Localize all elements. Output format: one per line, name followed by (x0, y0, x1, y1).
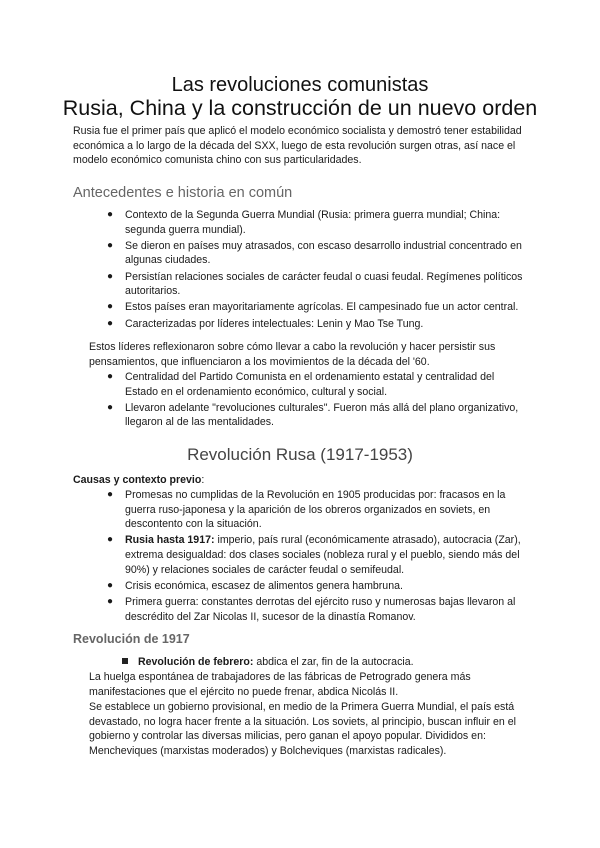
febrero-item (138, 655, 528, 670)
leaders-paragraph: Estos líderes reflexionaron sobre cómo llevar a cabo la revolución y hacer persistir sus pensamientos, que influenciaron a los movimientos de la década del '60. (89, 341, 496, 368)
list-item (107, 595, 530, 624)
bullet-icon: ● (107, 579, 114, 591)
list-item-text: Promesas no cumplidas de la Revolución en 1905 producidas por: fracasos en la guerra ruso-japonesa y la aparición de los obreros organizados en soviets, en descontento con la situación. (125, 489, 506, 531)
list-item-text: imperio, país rural (económicamente atrasado), autocracia (Zar), extrema desigualdad: dos clases sociales (nobleza rural y el pueblo, siendo más del 90%) y relaciones sociales de carácter feudal o semifeudal. (125, 534, 521, 576)
causes-list (107, 488, 530, 626)
section-heading-antecedentes: Antecedentes e historia en común (73, 185, 293, 201)
title-line-2: Rusia, China y la construcción de un nuevo orden (62, 96, 538, 120)
bullet-icon: ● (107, 489, 114, 500)
list-item-text: Caracterizadas por líderes intelectuales: Lenin y Mao Tse Tung. (125, 317, 424, 330)
square-bullet-icon (122, 658, 128, 664)
bullet-icon: ● (107, 534, 114, 546)
section-heading-revolucion-1917: Revolución de 1917 (73, 632, 190, 646)
list-item-text: Estos países eran mayoritariamente agrícolas. El campesinado fue un actor central. (125, 301, 519, 314)
list-item (107, 270, 530, 299)
causes-label (73, 474, 204, 486)
title-line-1: Las revoluciones comunistas (171, 74, 429, 96)
list-item-bold: Rusia hasta 1917: (125, 534, 215, 547)
list-item-text: Centralidad del Partido Comunista en el ordenamiento estatal y centralidad del Estado en el ordenamiento económico, cultural y social. (125, 371, 495, 398)
centralidad-list (107, 370, 530, 432)
febrero-text: abdica el zar, fin de la autocracia. (253, 656, 414, 668)
list-item-text: Contexto de la Segunda Guerra Mundial (Rusia: primera guerra mundial; China: segunda guerra mundial). (125, 209, 501, 236)
list-item-text: Crisis económica, escasez de alimentos genera hambruna. (125, 579, 403, 592)
bullet-icon: ● (107, 301, 114, 313)
causes-label-colon: : (201, 474, 205, 486)
intro-paragraph: Rusia fue el primer país que aplicó el modelo económico socialista y demostró tener estabilidad económica a lo largo de la década del SXX, luego de esta revolución surgen otras, así nace el modelo económico comunista chino con sus particularidades. (73, 125, 522, 167)
bullet-icon: ● (107, 317, 114, 329)
febrero-bold: Revolución de febrero: (138, 656, 254, 668)
list-item-text: Persistían relaciones sociales de carácter feudal o cuasi feudal. Regímenes políticos autoritarios. (125, 270, 523, 298)
bullet-icon: ● (107, 239, 114, 251)
list-item-text: Primera guerra: constantes derrotas del ejército ruso y numerosas bajas llevaron al descrédito del Zar Nicolas II, sucesor de la dinastía Romanov. (125, 595, 516, 623)
huelga-paragraph: La huelga espontánea de trabajadores de las fábricas de Petrogrado genera más manifestaciones que el ejército no puede frenar, abdica Nicolás II. (89, 671, 471, 698)
list-item (107, 317, 530, 332)
bullet-icon: ● (107, 371, 114, 382)
bullet-icon: ● (107, 401, 114, 413)
list-item (107, 239, 530, 268)
list-item (107, 300, 530, 315)
antecedentes-list (107, 208, 530, 333)
list-item (107, 370, 530, 399)
list-item (107, 579, 530, 594)
list-item (107, 533, 530, 577)
list-item-text: Llevaron adelante "revoluciones culturales". Fueron más allá del plano organizativo, llegaron al de las mentalidades. (125, 401, 519, 429)
list-item (107, 208, 530, 237)
section-heading-revolucion-rusa: Revolución Rusa (1917-1953) (187, 445, 413, 464)
causes-label-text: Causas y contexto previo (73, 474, 202, 486)
bullet-icon: ● (107, 595, 114, 607)
bullet-icon: ● (107, 209, 114, 220)
gobierno-paragraph: Se establece un gobierno provisional, en medio de la Primera Guerra Mundial, el país está devastado, no logra hacer frente a la situación. Los soviets, al principio, buscan influir en el gobierno y controlar las diversas milicias, pero ganan el apoyo popular. Divididos en: Mencheviques (marxistas moderados) y Bolcheviques (marxistas radicales). (89, 701, 516, 757)
list-item (107, 401, 530, 430)
list-item-text: Se dieron en países muy atrasados, con escaso desarrollo industrial concentrado en algunas ciudades. (125, 239, 522, 267)
bullet-icon: ● (107, 270, 114, 282)
list-item (107, 488, 530, 532)
